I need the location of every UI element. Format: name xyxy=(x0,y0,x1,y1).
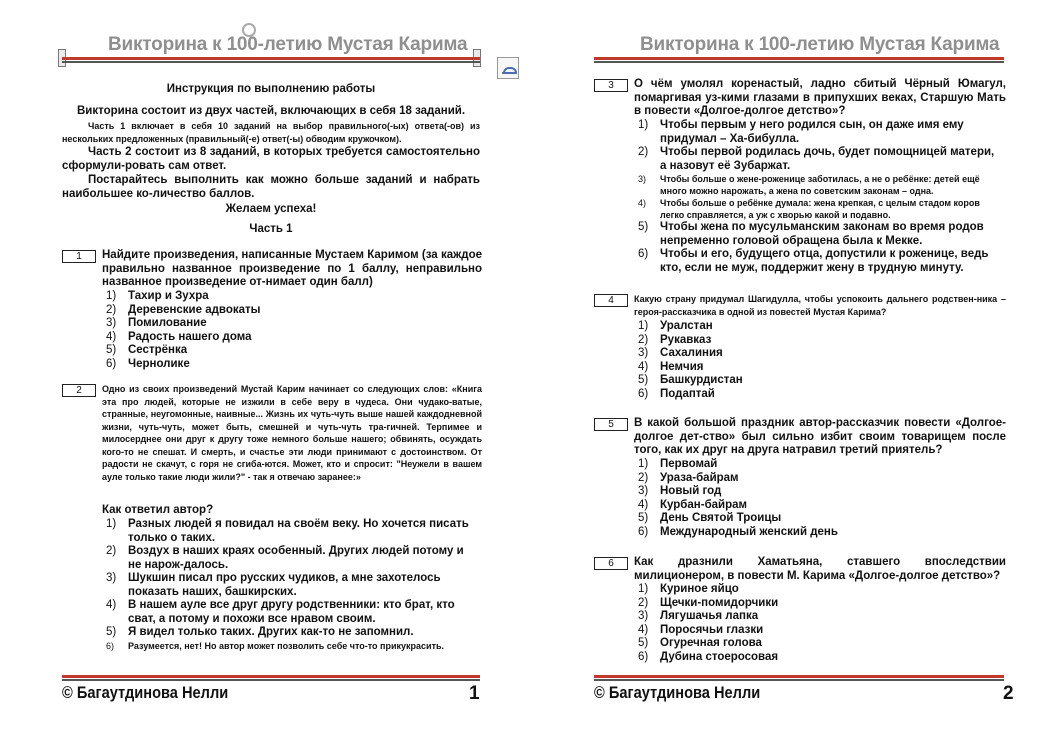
option[interactable]: 1) Куриное яйцо xyxy=(638,583,739,595)
option[interactable]: 2) Ураза-байрам xyxy=(638,471,739,484)
option[interactable]: 5) Я видел только таких. Других как-то не запомнил. xyxy=(106,626,414,638)
option[interactable]: 6) Разумеется, нет! Но автор может позволить себе что-то прикукрасить. xyxy=(106,640,445,651)
option[interactable]: 5) Чтобы жена по мусульманским законам во время родов непременно головой обращена была к Мекке. xyxy=(638,221,984,247)
option[interactable]: 3) Чтобы больше о жене-роженице заботилась, а не о ребёнке: детей ещё много можно нарожать, а жена по советским законам – одна. xyxy=(638,174,980,196)
footer-rule xyxy=(62,675,480,678)
question-2 xyxy=(62,383,482,653)
option[interactable]: 4) Немчия xyxy=(638,360,704,373)
question-text: Какую страну придумал Шагидулла, чтобы успокоить дальнего родствен-ника – героя-рассказчика в одной из повестей Мустая Карима? xyxy=(634,294,1006,317)
option[interactable]: 6) Чернолике xyxy=(106,357,190,370)
option[interactable]: 4) Радость нашего дома xyxy=(106,330,252,343)
page-header-title: Викторина к 100-летию Мустая Карима xyxy=(108,34,468,55)
question-number-box: 1 xyxy=(62,250,96,263)
option[interactable]: 6) Чтобы и его, будущего отца, допустили к роженице, ведь кто, если не муж, поддержит жену в трудную минуту. xyxy=(638,248,989,274)
footer-author: © Багаутдинова Нелли xyxy=(594,683,761,702)
option[interactable]: 5) Башкурдистан xyxy=(638,374,743,386)
instructions-line-1: Викторина состоит из двух частей, включающих в себя 18 заданий. xyxy=(76,104,466,117)
text-wrap-icon[interactable] xyxy=(497,57,519,79)
page-header-title: Викторина к 100-летию Мустая Карима xyxy=(640,34,1000,55)
instructions-title: Инструкция по выполнению работы xyxy=(166,83,376,95)
option[interactable]: 3) Лягушачья лапка xyxy=(638,610,759,622)
option[interactable]: 3) Помилование xyxy=(106,317,207,329)
question-text: Одно из своих произведений Мустай Карим начинает со следующих слов: «Книга эта про людей, которые не изжили в себе веру в чудеса. Они чудако-ватые, странные, неугомонные, наивные... Жизнь их чуть-чуть выше нашей каждодневной жизни, чуть-чуть, может быть, смешней и чуть-чуть тра-гичней. Терпимее и милосерднее они друг к другу тоже немного больше нашего; обвинять, осуждать кого-то не спешат. И смерть, и счастье эти люди принимают с достоинством. От радости не скачут, с горя не сгиба-ются. Может, кто и спросит: "Неужели в вашем ауле только такие люди жили?" - так я отвечаю заранее:» xyxy=(102,384,482,482)
page-number: 2 xyxy=(1003,683,1014,704)
question-1 xyxy=(62,249,482,374)
option[interactable]: 5) Огуречная голова xyxy=(638,637,762,649)
question-6 xyxy=(594,556,1006,666)
question-subquestion: Как ответил автор? xyxy=(102,504,214,516)
header-rule xyxy=(62,57,480,60)
option[interactable]: 3) Сахалиния xyxy=(638,347,723,359)
option[interactable]: 4) Чтобы больше о ребёнке думала: жена крепкая, с целым стадом коров легко справляется, а уж с хворью какой и подавно. xyxy=(638,198,980,220)
question-3 xyxy=(594,78,1006,283)
page-number: 1 xyxy=(469,683,480,704)
question-number-box: 2 xyxy=(62,384,96,397)
instructions-line-2: Часть 1 включает в себя 10 заданий на выбор правильного(-ых) ответа(-ов) из нескольких предложенных (правильный(-е) ответ(-ы) обводим кружочком). xyxy=(62,121,480,144)
option[interactable]: 2) Воздух в наших краях особенный. Других людей потому и не нарож-далось. xyxy=(106,545,464,571)
option[interactable]: 2) Щечки-помидорчики xyxy=(638,596,779,609)
options-list xyxy=(106,290,260,371)
question-number-box: 6 xyxy=(594,557,628,570)
header-rule xyxy=(594,57,1004,60)
option[interactable]: 5) День Святой Троицы xyxy=(638,512,782,524)
option[interactable]: 4) В нашем ауле все друг другу родственники: кто брат, кто сват, а потому и похожи все нравом своим. xyxy=(106,599,455,625)
option[interactable]: 4) Поросячьи глазки xyxy=(638,623,764,636)
question-number-box: 4 xyxy=(594,294,628,307)
instructions xyxy=(62,83,480,236)
option[interactable]: 6) Международный женский день xyxy=(638,525,838,538)
options-list xyxy=(638,583,778,664)
question-text: О чём умолял коренастый, ладно сбитый Чёрный Юмагул, помаргивая уз-кими глазами в припухших веках, Старшую Мать в повести «Долгое-долгое детство»? xyxy=(634,78,1006,117)
option[interactable]: 5) Сестрёнка xyxy=(106,344,188,356)
footer-rule xyxy=(594,675,1004,678)
instructions-line-3: Часть 2 состоит из 8 заданий, в которых требуется самостоятельно сформули-ровать сам ответ. xyxy=(62,146,480,172)
option[interactable]: 1) Уралстан xyxy=(638,320,713,332)
question-number-box: 3 xyxy=(594,79,628,92)
option[interactable]: 1) Чтобы первым у него родился сын, он даже имя ему придумал – Ха-бибулла. xyxy=(638,119,964,145)
wish-text: Желаем успеха! xyxy=(225,203,317,215)
page-2 xyxy=(522,0,1044,736)
option[interactable]: 6) Дубина стоеросовая xyxy=(638,650,779,663)
option[interactable]: 2) Деревенские адвокаты xyxy=(106,303,261,316)
option[interactable]: 6) Подаптай xyxy=(638,387,715,400)
options-list xyxy=(638,320,743,401)
question-text: Как дразнили Хаматьяна, ставшего впоследствии милиционером, в повести М. Карима «Долгое-долгое детство»? xyxy=(634,556,1006,582)
question-text: Найдите произведения, написанные Мустаем Каримом (за каждое правильно названное произведение по 1 баллу, неправильно названное произведение от-нимает один балл) xyxy=(102,249,482,288)
question-4 xyxy=(594,293,1006,403)
option[interactable]: 1) Разных людей я повидал на своём веку. Но хочется писать только о таких. xyxy=(106,518,469,544)
option[interactable]: 2) Чтобы первой родилась дочь, будет помощницей матери, а назовут её Зубаржат. xyxy=(638,146,995,172)
options-list xyxy=(638,458,838,539)
part-heading: Часть 1 xyxy=(249,222,293,235)
options-list xyxy=(638,119,1002,275)
options-list xyxy=(106,518,476,652)
option[interactable]: 2) Рукавказ xyxy=(638,333,712,346)
question-5 xyxy=(594,417,1006,542)
question-number-box: 5 xyxy=(594,418,628,431)
option[interactable]: 1) Тахир и Зухра xyxy=(106,290,209,302)
footer-author: © Багаутдинова Нелли xyxy=(62,683,229,702)
option[interactable]: 3) Шукшин писал про русских чудиков, а мне захотелось показать наших, башкирских. xyxy=(106,572,441,598)
option[interactable]: 4) Курбан-байрам xyxy=(638,498,748,511)
option[interactable]: 1) Первомай xyxy=(638,458,718,470)
question-text: В какой большой праздник автор-рассказчик повести «Долгое-долгое дет-ство» был сильно избит своим товарищем после того, как их друг на друга натравил третий приятель? xyxy=(634,417,1006,456)
instructions-line-4: Постарайтесь выполнить как можно больше заданий и набрать наибольшее ко-личество баллов. xyxy=(62,174,480,200)
option[interactable]: 3) Новый год xyxy=(638,485,722,497)
